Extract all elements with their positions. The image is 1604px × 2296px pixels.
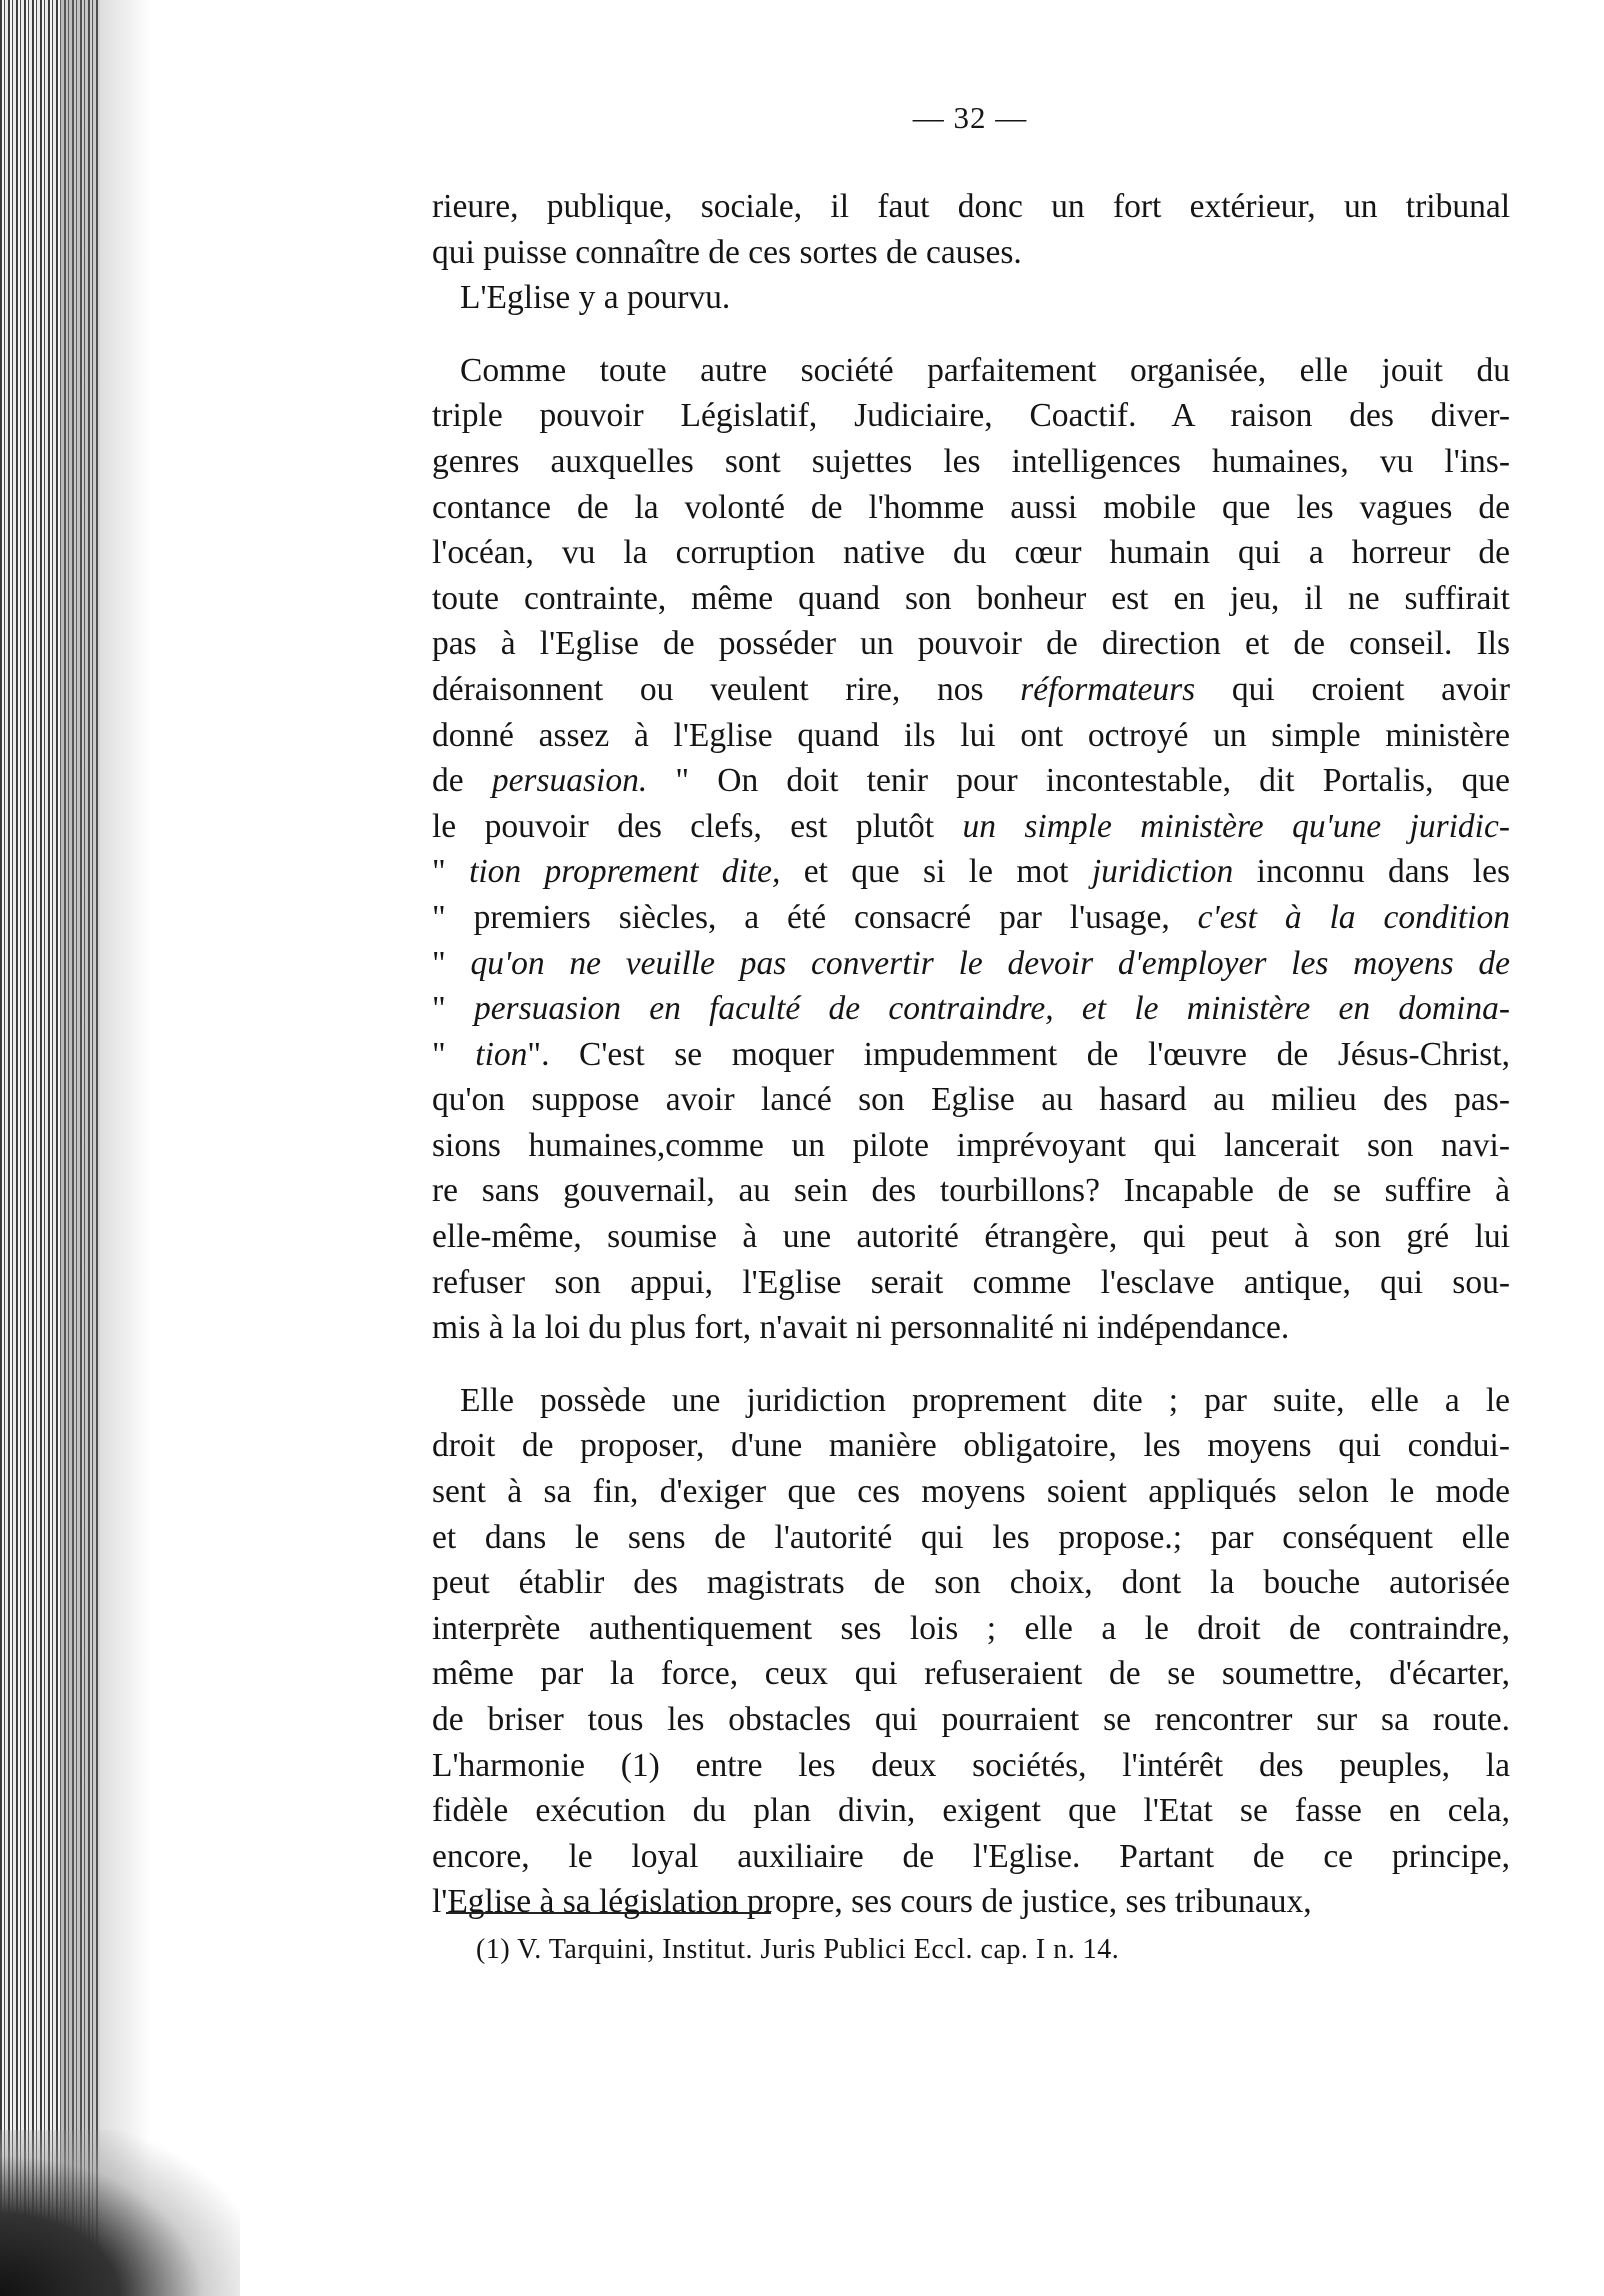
text-line: [432, 849, 1510, 895]
text-line: [432, 1032, 1510, 1078]
text-run: pas à l'Eglise de posséder un pouvoir de direction et de conseil. Ils: [432, 625, 1510, 663]
text-line: [432, 348, 1510, 394]
paragraph-gap: [432, 321, 1510, 348]
footnote-separator: [446, 1912, 771, 1914]
text-run: qu'on suppose avoir lancé son Eglise au hasard au milieu des pas-: [432, 1081, 1510, 1119]
text-line: [432, 1469, 1510, 1515]
text-line: [432, 758, 1510, 804]
text-run: déraisonnent ou veulent rire, nos: [432, 670, 1021, 708]
italic-run: persuasion.: [491, 762, 648, 800]
text-run: l'océan, vu la corruption native du cœur humain qui a horreur de: [432, 534, 1510, 572]
paragraph-gap: [432, 1351, 1510, 1378]
footnote: (1) V. Tarquini, Institut. Juris Publici Eccl. cap. I n. 14.: [476, 1934, 1120, 1965]
text-run: donné assez à l'Eglise quand ils lui ont octroyé un simple ministère: [432, 716, 1510, 754]
binding-shadow: [60, 0, 150, 2296]
text-line: [432, 1214, 1510, 1260]
text-line: [432, 1305, 1510, 1351]
text-run: fidèle exécution du plan divin, exigent que l'Etat se fasse en cela,: [432, 1792, 1510, 1830]
text-run: mis à la loi du plus fort, n'avait ni personnalité ni indépendance.: [432, 1309, 1290, 1347]
text-line: [432, 1834, 1510, 1880]
text-run: de: [432, 762, 492, 800]
italic-run: réformateurs: [1020, 670, 1196, 708]
italic-run: juridiction: [1091, 853, 1234, 891]
body-text: [432, 184, 1510, 1925]
text-run: Comme toute autre société parfaitement organisée, elle jouit du: [460, 351, 1510, 389]
text-run: sent à sa fin, d'exiger que ces moyens soient appliqués selon le mode: [432, 1473, 1510, 1511]
text-line: [432, 941, 1510, 987]
page-number: — 32 —: [912, 100, 1028, 135]
text-line: [432, 1560, 1510, 1606]
text-run: même par la force, ceux qui refuseraient de se soumettre, d'écarter,: [432, 1655, 1510, 1693]
italic-run: un simple ministère qu'une juridic-: [962, 807, 1510, 845]
text-run: rieure, publique, sociale, il faut donc un fort extérieur, un tribunal: [432, 188, 1510, 225]
text-line: [432, 1123, 1510, 1169]
text-run: droit de proposer, d'une manière obligatoire, les moyens qui condui-: [432, 1427, 1510, 1465]
text-run: qui puisse connaître de ces sortes de causes.: [432, 233, 1022, 271]
text-line: [432, 1077, 1510, 1123]
text-line: [432, 1168, 1510, 1214]
text-run: l'Eglise à sa législation propre, ses cours de justice, ses tribunaux,: [432, 1883, 1312, 1921]
text-run: sions humaines,comme un pilote imprévoyant qui lancerait son navi-: [432, 1126, 1510, 1164]
text-line: [432, 1260, 1510, 1306]
text-run: toute contrainte, même quand son bonheur est en jeu, il ne suffirait: [432, 579, 1510, 617]
italic-run: persuasion en faculté de contraindre, et le ministère en domina-: [473, 990, 1510, 1028]
text-run: encore, le loyal auxiliaire de l'Eglise. Partant de ce principe,: [432, 1837, 1510, 1875]
text-run: le pouvoir des clefs, est plutôt: [432, 807, 963, 845]
text-line: [432, 1515, 1510, 1561]
text-line: [432, 485, 1510, 531]
text-line: [432, 1651, 1510, 1697]
text-line: [432, 1879, 1510, 1925]
text-line: [432, 230, 1510, 276]
text-run: ": [432, 990, 474, 1028]
text-line: [432, 530, 1510, 576]
text-run: " premiers siècles, a été consacré par l'usage,: [432, 898, 1198, 936]
text-run: et dans le sens de l'autorité qui les propose.; par conséquent elle: [432, 1518, 1510, 1556]
italic-run: qu'on ne veuille pas convertir le devoir d'employer les moyens de: [470, 944, 1510, 982]
text-run: triple pouvoir Législatif, Judiciaire, Coactif. A raison des diver-: [432, 397, 1510, 435]
text-run: ": [432, 853, 470, 891]
text-run: contance de la volonté de l'homme aussi mobile que les vagues de: [432, 488, 1510, 526]
text-line: [432, 895, 1510, 941]
text-run: ": [432, 944, 471, 982]
text-run: Elle possède une juridiction proprement dite ; par suite, elle a le: [460, 1381, 1510, 1419]
text-run: re sans gouvernail, au sein des tourbillons? Incapable de se suffire à: [432, 1172, 1510, 1210]
text-line: [432, 986, 1510, 1032]
text-line: [432, 1423, 1510, 1469]
text-run: et que si le mot: [780, 853, 1092, 891]
text-run: genres auxquelles sont sujettes les intelligences humaines, vu l'ins-: [432, 442, 1510, 480]
text-run: ". C'est se moquer impudemment de l'œuvre de Jésus-Christ,: [527, 1035, 1510, 1073]
text-line: [432, 275, 1510, 321]
text-run: de briser tous les obstacles qui pourraient se rencontrer sur sa route.: [432, 1701, 1510, 1738]
text-run: ": [432, 1035, 476, 1073]
text-line: [432, 439, 1510, 485]
text-run: interprète authentiquement ses lois ; elle a le droit de contraindre,: [432, 1609, 1510, 1647]
italic-run: c'est à la condition: [1197, 898, 1510, 936]
text-line: [432, 1788, 1510, 1834]
italic-run: tion proprement dite,: [469, 853, 781, 891]
text-line: [432, 713, 1510, 759]
text-run: refuser son appui, l'Eglise serait comme l'esclave antique, qui sou-: [432, 1263, 1510, 1301]
page-corner-shadow: [0, 2130, 240, 2296]
text-line: [432, 621, 1510, 667]
text-run: L'harmonie (1) entre les deux sociétés, l'intérêt des peuples, la: [432, 1746, 1510, 1784]
text-run: peut établir des magistrats de son choix, dont la bouche autorisée: [432, 1564, 1510, 1602]
text-line: [432, 804, 1510, 850]
italic-run: tion: [475, 1035, 528, 1073]
text-run: L'Eglise y a pourvu.: [460, 279, 731, 317]
text-line: [432, 393, 1510, 439]
text-run: qui croient avoir: [1195, 670, 1510, 708]
text-line: [432, 184, 1510, 230]
text-line: [432, 667, 1510, 713]
text-line: [432, 1697, 1510, 1743]
text-run: elle-même, soumise à une autorité étrangère, qui peut à son gré lui: [432, 1218, 1510, 1256]
text-line: [432, 1606, 1510, 1652]
text-run: " On doit tenir pour incontestable, dit Portalis, que: [647, 762, 1510, 800]
text-line: [432, 576, 1510, 622]
text-line: [432, 1743, 1510, 1789]
text-line: [432, 1378, 1510, 1424]
text-run: inconnu dans les: [1233, 853, 1510, 891]
